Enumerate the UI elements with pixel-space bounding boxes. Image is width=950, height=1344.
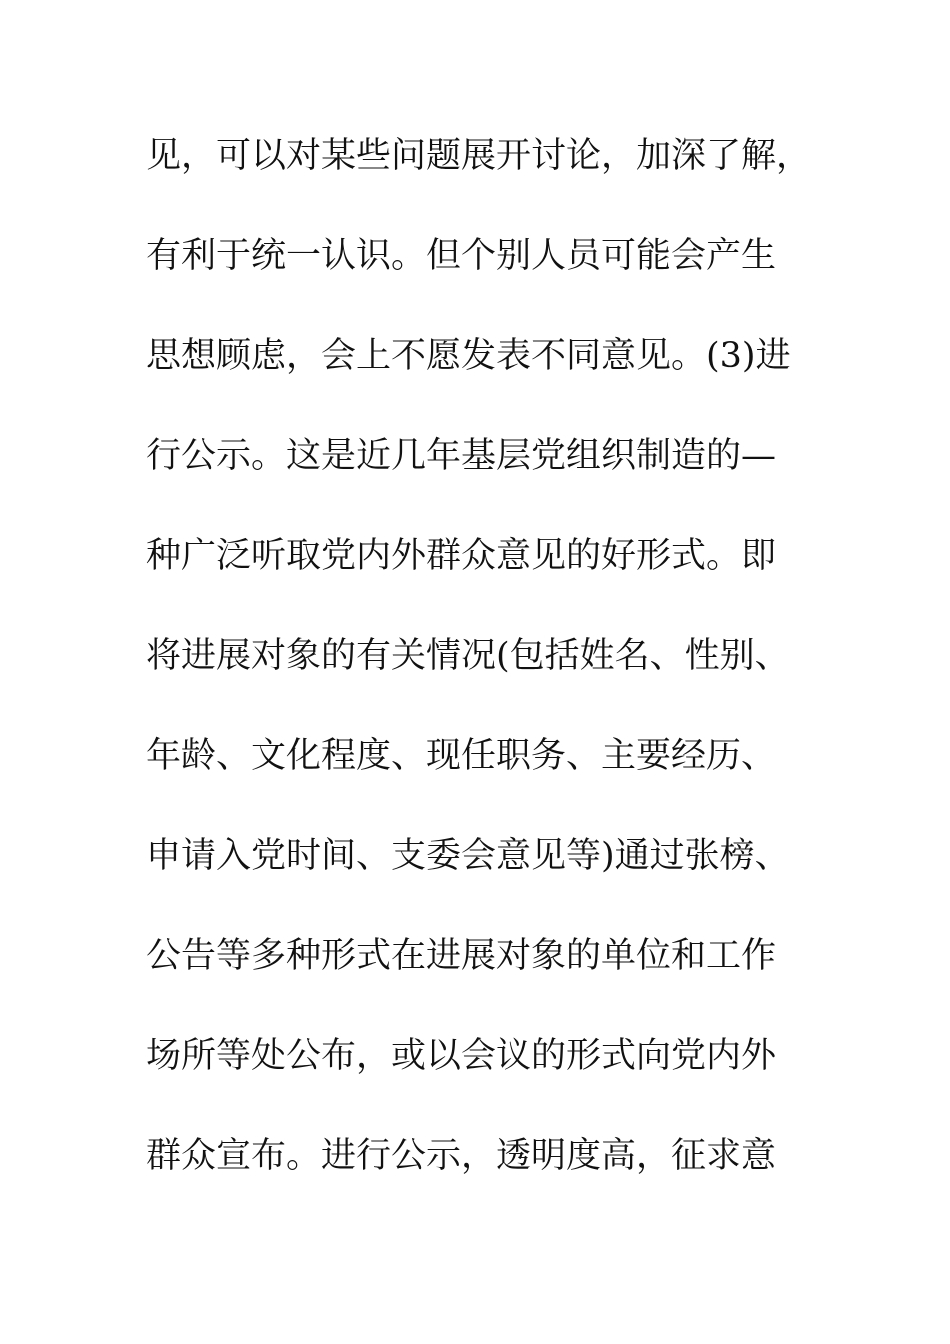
text-line: 行公示。这是近几年基层党组织制造的— [146,436,777,476]
text-line: 年龄、文化程度、现任职务、主要经历、 [146,736,777,776]
text-line: 将进展对象的有关情况(包括姓名、性别、 [146,636,790,676]
text-line: 有利于统一认识。但个别人员可能会产生 [146,236,777,276]
text-line: 思想顾虑，会上不愿发表不同意见。(3)进 [146,336,791,376]
body-text [146,124,812,1224]
text-line: 公告等多种形式在进展对象的单位和工作 [146,936,777,976]
text-line: 种广泛听取党内外群众意见的好形式。即 [146,536,777,576]
text-line: 见，可以对某些问题展开讨论，加深了解， [146,136,812,176]
text-line: 群众宣布。进行公示，透明度高，征求意 [146,1136,777,1176]
text-line: 场所等处公布，或以会议的形式向党内外 [146,1036,777,1076]
text-line: 申请入党时间、支委会意见等)通过张榜、 [146,836,790,876]
